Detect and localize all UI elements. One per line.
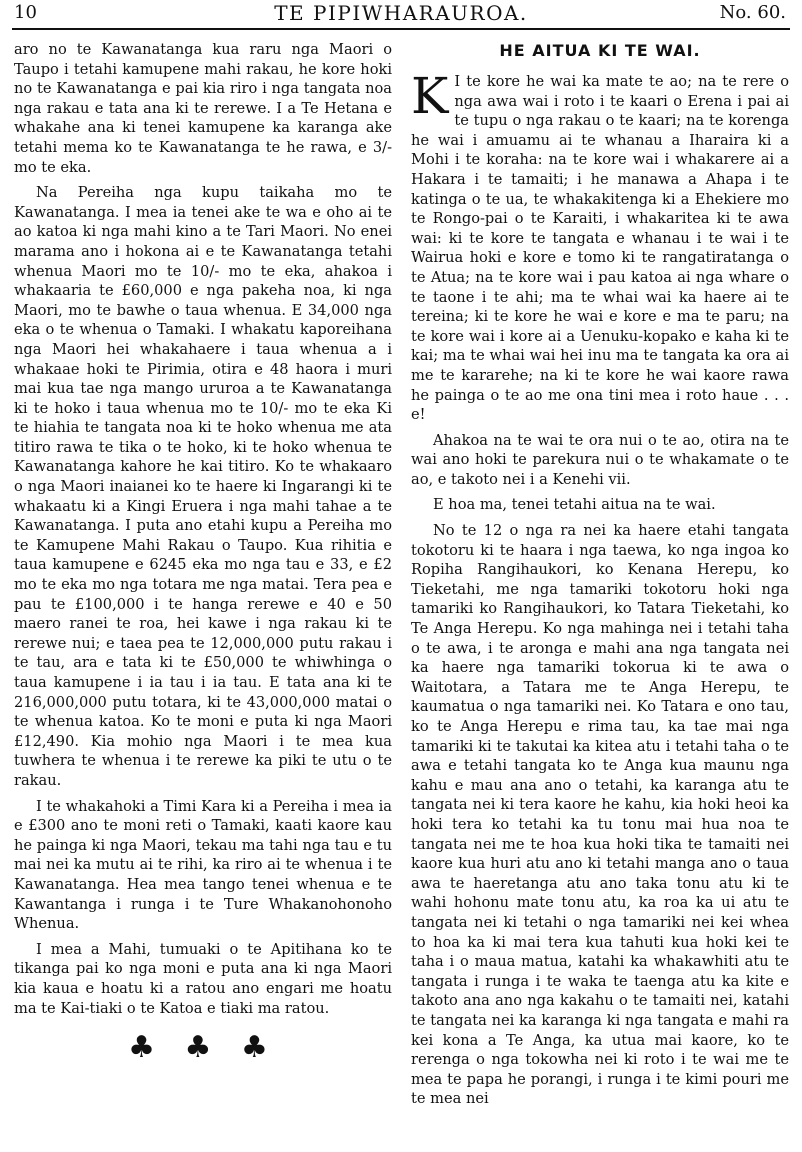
- clover-ornament: ♣ ♣ ♣: [128, 1030, 278, 1066]
- page-number: 10: [14, 2, 37, 23]
- article-paragraph: aro no te Kawanatanga kua raru nga Maori o Taupo i tetahi kamupene mahi rakau, he kore hoki no te Kawanatanga e pai kia riro i nga tangata noa nga rakau e tata ana ki te rerewe. I a Te Hetana e whakahe ana ki tenei kamupene ka karanga ake tetahi mema ko te Kawanatanga te he rawa, e 3/- mo te eka.: [14, 41, 392, 176]
- article-paragraph: No te 12 o nga ra nei ka haere etahi tangata tokotoru ki te haara i nga taewa, ko nga ingoa ko Ropiha Rangihaukori, ko Kenana Herepu, ko Tieketahi, me nga tamariki tokotoru hoki nga tamariki ko Rangihaukori, ko Tatara Tieketahi, ko Te Anga Herepu. Ko nga mahinga nei i tetahi taha o te awa, i te aronga e mahi ana nga tangata nei ka haere nga tamariki tokorua ki te awa o Waitotara, a Tatara me te Anga Herepu, te kaumatua o nga tamariki nei. Ko Tatara e ono tau, ko te Anga Herepu e rima tau, ka tae mai nga tamariki ki te takutai ka kitea atu i tetahi taha o te awa e tetahi tangata ko te Anga kua maunu nga kahu e mau ana ano o tetahi, ka karanga atu te tangata nei ki tera kaore he kahu, kia hoki heoi ka hoki tera ko tetahi ka tu tonu mai hua noa te tangata nei me te hoa kua hoki tika te tamaiti nei kaore kua huri atu ano ki tetahi manga ano o taua awa te haeretanga atu ano taka tonu atu ki te wahi hohonu mate tonu atu, ka roa ka ui atu te tangata nei ki tetahi o nga tamariki nei kei whea to hoa ka ki mai tera kua tahuti kua hoki kei te taha i o maua matua, katahi ka whakawhiti atu te tangata i runga i te waka te taenga atu ka kite e takoto ana ano nga kakahu o te tamaiti nei, katahi te tangata nei ka karanga ki nga tangata e mahi ra kei kona a Te Anga, ka utua mai kaore, ko te rerenga o nga tokowha nei ki roto i te wai me te mea te papa he porangi, i runga i te kimi pouri me te mea nei: [411, 522, 789, 1108]
- left-column: [14, 40, 392, 1066]
- issue-number: No. 60.: [719, 2, 786, 23]
- article-paragraph: Na Pereiha nga kupu taikaha mo te Kawanatanga. I mea ia tenei ake te wa e oho ai te ao katoa ki nga mahi kino a te Tari Maori. No enei marama ano i hokona ai e te Kawanatanga tetahi whenua Maori mo te 10/- mo te eka, ahakoa i whakaaria te £60,000 e nga pakeha noa, ki nga Maori, mo te bawhe o taua whenua. E 34,000 nga eka o te whenua o Tamaki. I whakatu kaporeihana nga Maori hei whakahaere i taua whenua a i whakaae hoki te Pirimia, otira e 48 haora i muri mai kua tae nga mango ururoa a te Kawanatanga ki te hoko i taua whenua mo te 10/- mo te eka Ki te hiahia te tangata noa ki te hoko whenua me ata titiro rawa te tika o te hoko, ki te hoko whenua te Kawanatanga kahore he kai titiro. Ko te whakaaro o nga Maori inaianei ko te haere ki Ingarangi ki te whakaatu ki a Kingi Eruera i nga mahi tahae a te Kawanatanga. I puta ano etahi kupu a Pereiha mo te Kamupene Mahi Rakau o Taupo. Kua rihitia e taua kamupene e 6245 eka mo nga tau e 33, e £2 mo te eka mo nga totara me nga matai. Tera pea e pau te £100,000 i te hanga rerewe e 40 e 50 maero ranei te roa, hei kawe i nga rakau ki te rerewe nui; e taea pea te 12,000,000 putu rakau i te tau, ara e tata ki te £50,000 te whiwhinga o taua kamupene i ia tau i ia tau. E tata ana ki te 216,000,000 putu totara, ki te 43,000,000 matai o te whenua katoa. Ko te moni e puta ki nga Maori £12,490. Kia mohio nga Maori i te mea kua tuwhera te whenua i te rerewe ka piki te utu o te rakau.: [14, 184, 392, 789]
- article-paragraph-text: I te kore he wai ka mate te ao; na te rere o nga awa wai i roto i te kaari o Erena i pai ai te tupu o nga rakau o te kaari; na te korenga he wai i amuamu ai te whanau a Iharaira ki a Mohi i te koraha: na te kore wai i whakarere ai a Hakara i te tamaiti; i he manawa a Ahapa i te katinga o te ua, te whakakitenga ki a Ehekiere mo te Rongo-pai o te Karaiti, i whakaritea ki te awa wai: ki te kore te tangata e whanau i te wai i te Wairua hoki e kore e tomo ki te rangatiratanga o te Atua; na te kore wai i pau katoa ai nga whare o te taone i te ahi; ma te whai wai ka haere ai te tereina; ki te kore he wai e kore e ma te paru; na te kore wai i kore ai a Uenuku-kopako e kaha ki te kai; ma te whai wai hei inu ma te tangata ka ora ai me te kararehe; na ki te kore he wai kaore rawa he painga o te ao me ona tini mea i roto haue . . . e!: [411, 73, 789, 424]
- article-heading: HE AITUA KI TE WAI.: [499, 41, 701, 60]
- article-paragraph: E hoa ma, tenei tetahi aitua na te wai.: [433, 496, 716, 514]
- drop-cap: K: [411, 67, 449, 125]
- publication-title: TE PIPIWHARAUROA.: [274, 1, 528, 25]
- right-column: [411, 40, 789, 1115]
- article-paragraph: [411, 67, 789, 425]
- article-paragraph: I te whakahoki a Timi Kara ki a Pereiha i mea ia e £300 ano te moni reti o Tamaki, kaati kaore kau he painga ki nga Maori, tekau ma tahi nga tau e tu mai nei ka mutu ai te rihi, ka riro ai te whenua i te Kawanatanga. Hea mea tango tenei whenua e te Kawantanga i runga i te Ture Whakanohonoho Whenua.: [14, 797, 392, 933]
- article-paragraph: Ahakoa na te wai te ora nui o te ao, otira na te wai ano hoki te parekura nui o te whakamate o te ao, e takoto nei i a Kenehi vii.: [411, 431, 789, 488]
- article-paragraph: I mea a Mahi, tumuaki o te Apitihana ko te tikanga pai ko nga moni e puta ana ki nga Maori kia kaua e hoatu ki a ratou ano engari me hoatu ma te Kai-tiaki o te Katoa e tiaki ma ratou.: [14, 940, 392, 1017]
- page-header: [12, 0, 790, 30]
